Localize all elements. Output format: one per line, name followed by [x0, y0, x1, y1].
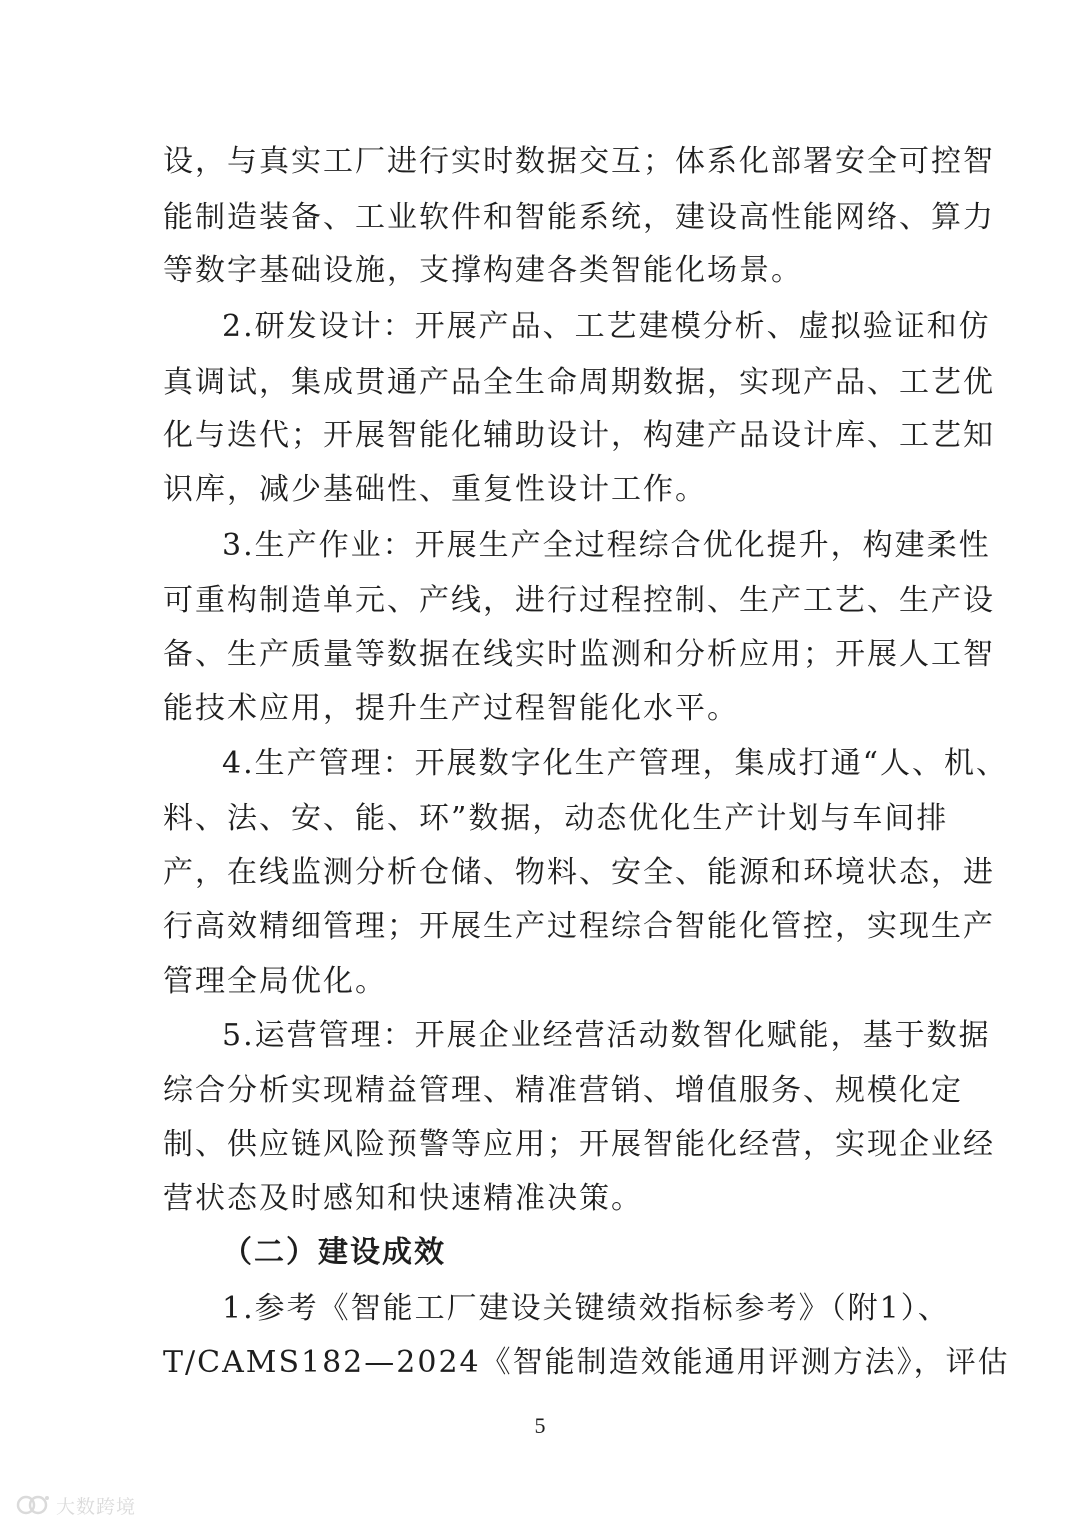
- body-line: 综合分析实现精益管理、精准营销、增值服务、规模化定: [163, 1073, 963, 1108]
- body-line: 5.运营管理：开展企业经营活动数智化赋能，基于数据: [222, 1018, 991, 1053]
- body-line: 料、法、安、能、环”数据，动态优化生产计划与车间排: [163, 801, 949, 836]
- body-line: 能制造装备、工业软件和智能系统，建设高性能网络、算力: [163, 200, 995, 235]
- body-line: 2.研发设计：开展产品、工艺建模分析、虚拟验证和仿: [222, 309, 991, 344]
- body-line: 能技术应用，提升生产过程智能化水平。: [163, 691, 739, 726]
- body-line: T/CAMS182—2024《智能制造效能通用评测方法》，评估: [163, 1345, 1010, 1380]
- body-line: 化与迭代；开展智能化辅助设计，构建产品设计库、工艺知: [163, 418, 995, 453]
- body-line: 制、供应链风险预警等应用；开展智能化经营，实现企业经: [163, 1127, 995, 1162]
- body-line: 管理全局优化。: [163, 964, 387, 999]
- watermark: [16, 1490, 136, 1520]
- body-line: 可重构制造单元、产线，进行过程控制、生产工艺、生产设: [163, 583, 995, 618]
- body-line: 行高效精细管理；开展生产过程综合智能化管控，实现生产: [163, 909, 995, 944]
- body-line: 产，在线监测分析仓储、物料、安全、能源和环境状态，进: [163, 855, 995, 890]
- body-line: 4.生产管理：开展数字化生产管理，集成打通“人、机、: [222, 746, 1008, 781]
- body-line: 营状态及时感知和快速精准决策。: [163, 1181, 643, 1216]
- section-heading: （二）建设成效: [222, 1235, 446, 1270]
- logo-icon: [16, 1493, 50, 1517]
- body-line: 3.生产作业：开展生产全过程综合优化提升，构建柔性: [222, 528, 991, 563]
- body-line: 备、生产质量等数据在线实时监测和分析应用；开展人工智: [163, 637, 995, 672]
- body-line: 识库，减少基础性、重复性设计工作。: [163, 472, 707, 507]
- body-line: 设，与真实工厂进行实时数据交互；体系化部署安全可控智: [163, 144, 995, 179]
- page-number: 5: [534, 1413, 546, 1438]
- body-line: 等数字基础设施，支撑构建各类智能化场景。: [163, 253, 803, 288]
- body-line: 1.参考《智能工厂建设关键绩效指标参考》（附1）、: [222, 1291, 950, 1326]
- watermark-text: 大数跨境: [56, 1495, 137, 1518]
- body-line: 真调试，集成贯通产品全生命周期数据，实现产品、工艺优: [163, 365, 995, 400]
